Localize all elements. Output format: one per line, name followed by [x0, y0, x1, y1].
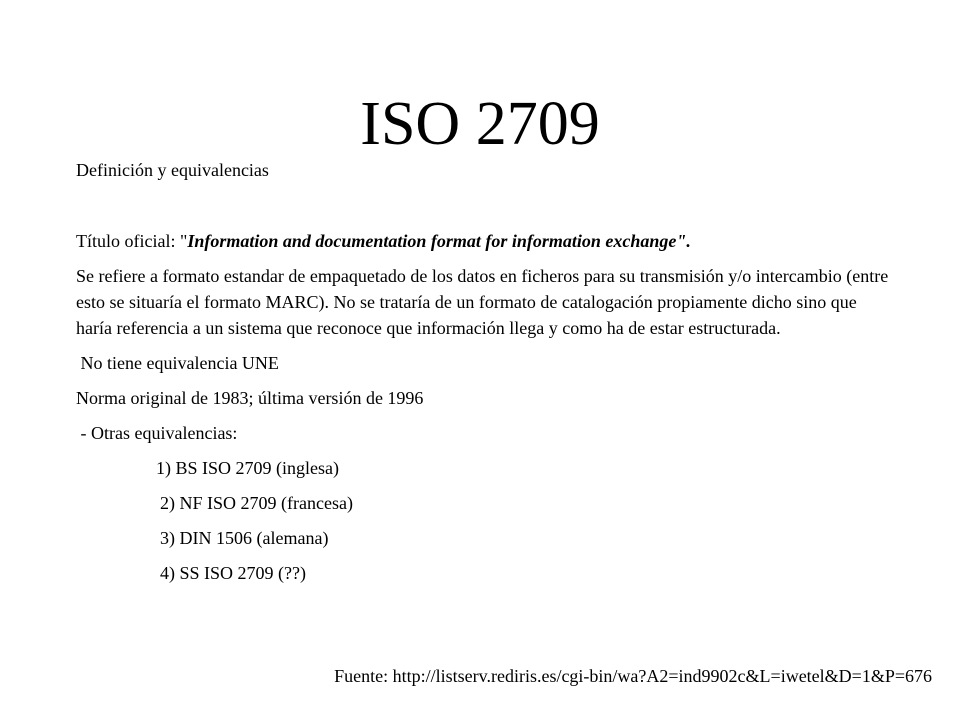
official-title-name: Information and documentation format for information exchange".	[187, 231, 691, 251]
other-equivalences-heading: - Otras equivalencias:	[76, 423, 238, 443]
original-norm-note: Norma original de 1983; última versión de 1996	[76, 388, 424, 408]
slide-title: ISO 2709	[360, 90, 600, 158]
no-une-note: No tiene equivalencia UNE	[76, 353, 279, 373]
slide-subtitle: Definición y equivalencias	[76, 160, 269, 180]
description-paragraph: Se refiere a formato estandar de empaquetado de los datos en ficheros para su transmisión y/o intercambio (entre esto se situaría el formato MARC). No se trataría de un formato de catalogación propiamente dicho sino que haría referencia a un sistema que reconoce que información llega y como ha de estar estructurada.	[76, 266, 889, 338]
list-item: 2) NF ISO 2709 (francesa)	[160, 493, 353, 513]
official-title-prefix: Título oficial: "	[76, 231, 188, 251]
source-citation: Fuente: http://listserv.rediris.es/cgi-bin/wa?A2=ind9902c&L=iwetel&D=1&P=676	[334, 666, 932, 686]
official-title	[76, 228, 896, 254]
list-item: 4) SS ISO 2709 (??)	[160, 563, 306, 583]
list-item: 1) BS ISO 2709 (inglesa)	[156, 458, 339, 478]
slide-body	[76, 228, 896, 595]
list-item: 3) DIN 1506 (alemana)	[160, 528, 329, 548]
equivalences-list	[76, 455, 896, 586]
